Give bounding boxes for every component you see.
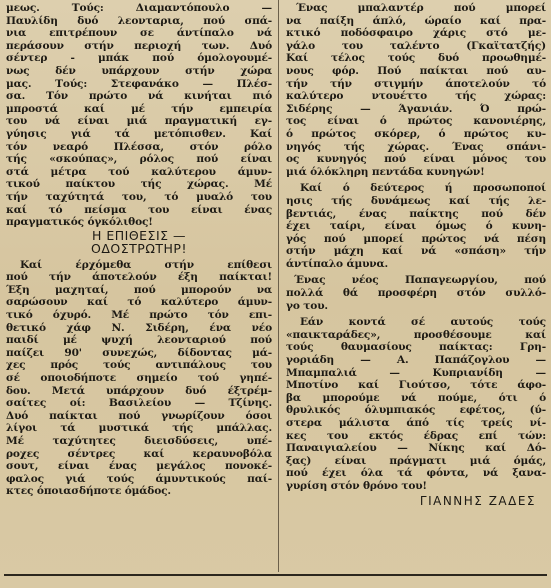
text-line: βα μπορούμε νά πούμε, ότι ό [286, 391, 546, 404]
text-line: νως δέν υπάρχουν στήν χώρα [6, 64, 272, 77]
text-line: κτες όποιασδήποτε όμάδος. [6, 485, 171, 498]
paragraph-striker [286, 182, 546, 270]
left-column [6, 2, 272, 498]
bottom-rule [4, 574, 547, 576]
column-divider [278, 0, 279, 572]
text-line: γυρίση στόν θρόνο του! [286, 479, 427, 492]
author-signature: ΓΙΑΝΝΗΣ ΖΑΔΕΣ [419, 493, 536, 508]
text-line: τόν νεαρό Πλέσσα, στόν ρόλο [6, 140, 272, 153]
right-column [286, 2, 546, 507]
text-line: να παίξη άπλό, ώραίο καί πρα- [286, 14, 546, 27]
text-line: τήν τήν στιγμήν άποτελούν τό [286, 77, 546, 90]
text-line: γάλο του ταλέντο (Γκαϊτατζής) [286, 39, 546, 52]
text-line: Μποτίνο καί Γιούτσο, τότε άφο- [286, 379, 546, 392]
text-line: γο του. [286, 299, 328, 312]
text-line: τούς θαυμασίους παίκτας: Γρη- [286, 341, 546, 354]
text-line: θετικό χάφ Ν. Σιδέρη, ένα νέο [6, 321, 272, 334]
text-line: θρυλικός όλυμπιακός εφέτος, (ύ- [286, 404, 546, 417]
text-line: γοριάδη — Α. Παπάζογλου — [286, 354, 546, 367]
paragraph-young-player [286, 274, 546, 312]
text-line: του νά είναι μιά πραγματική εγ- [6, 115, 272, 128]
text-line: πραγματικός όγκόλιθος! [6, 216, 153, 229]
text-line: ξας) είναι πράγματι μιά όμάς, [286, 454, 546, 467]
text-line: σαίτες οί: Βασιλείου — Τζίνης. [6, 397, 272, 410]
text-line: άντίπαλο άμυνα. [286, 257, 389, 270]
text-line: σαρώσουν καί τό καλύτερο άμυν- [6, 296, 272, 309]
text-line: Σιδέρης — Άγανιάν. Ό πρώ- [286, 102, 546, 115]
text-line: Καί έρχόμεθα στήν επίθεσι [20, 258, 272, 271]
text-line: πολλά θά προσφέρη στόν συλλό- [286, 287, 546, 300]
text-line: ό πρώτος σκόρερ, ό πρώτος κυ- [286, 127, 546, 140]
text-line: τος είναι ό πρώτος κανονιέρης, [286, 115, 546, 128]
paragraph-midfield [286, 2, 546, 178]
section-heading [6, 229, 272, 255]
text-line: στήν μάχη καί νά «σπάση» τήν [286, 245, 546, 258]
text-line: Καί ό δεύτερος ή προσωποποί [300, 182, 546, 195]
text-line: παιδί μέ ψυχή λεονταριού πού [6, 334, 272, 347]
text-line: παίζει 90' συνεχώς, δίδοντας μά- [6, 346, 272, 359]
text-line: σέ οποιοδήποτε σημείο τού γηπέ- [6, 372, 272, 385]
text-line: γύησις γιά τά μετόπισθεν. Καί [6, 127, 272, 140]
text-line: χες πρός τούς αντιπάλους του [6, 359, 272, 372]
text-line: σέντερ - μπάκ πού όμολογουμέ- [6, 52, 272, 65]
text-line: «παικταράδες», προσθέσουμε καί [286, 328, 546, 341]
text-line: Καί τέλος τούς δυό προωθημέ- [286, 52, 546, 65]
text-line: Παυλίδη δυό λεονταρια, πού σπά- [6, 14, 272, 27]
text-line: δου. Μετά υπάρχουν δυό έξτρέμ- [6, 384, 272, 397]
text-line: φαλος γιά τούς άμυντικούς παί- [6, 472, 272, 485]
text-line: πού τήν άποτελούν έξη παίκται! [6, 271, 272, 284]
text-line: καλύτερο ντουέττο τής χώρας: [286, 90, 546, 103]
text-line: τήν ταχύτητά του, τό μυαλό του [6, 190, 272, 203]
text-line: Έξη μαχηταί, πού μπορούν να [6, 283, 272, 296]
text-line: ροχες σέντρες καί κεραυνοβόλα [6, 447, 272, 460]
text-line: λίγοι τά μυστικά τής μπάλλας. [6, 422, 272, 435]
text-line: Δυό παίκται πού γνωρίζουν όσοι [6, 409, 272, 422]
text-line: τικό όχυρό. Μέ πρώτο τόν επι- [6, 309, 272, 322]
text-line: Μέ ταχύτητες διεισδύσεις, υπέ- [6, 435, 272, 447]
text-line: ησις τής δυνάμεως καί τής λε- [286, 194, 546, 207]
text-line: γός πού μπορεί πρώτος νά πέση [286, 232, 546, 245]
text-line: περάσουν στήν περιοχή των. Δυό [6, 39, 272, 52]
text-line: στά μέτρα τού καλύτερου άμυν- [6, 165, 272, 178]
heading-line: ΟΔΟΣΤΡΩΤΗΡ! [91, 240, 187, 256]
text-line: μας. Τούς: Στεφανάκο — Πλέσ- [6, 77, 272, 90]
text-line: Ένας μπαλαντέρ πού μπορεί [296, 2, 546, 14]
text-line: τής «σκούπας», ρόλος πού είναι [6, 153, 272, 166]
paragraph-conclusion [286, 316, 546, 492]
paragraph-attack [6, 259, 272, 498]
heading-line: Η ΕΠΙΘΕΣΙΣ — [91, 227, 187, 243]
text-line: νηγός τής χώρας. Ένας σπάνι- [286, 140, 546, 153]
text-line: έχει ταίρι, είναι όμως ό κυνη- [286, 220, 546, 233]
text-line: μιά όλόκληρη πεντάδα κυνηγών! [286, 165, 485, 178]
text-line: νους φόρ. Πού παίκται πού αυ- [286, 64, 546, 77]
text-line: καί τό πείσμα του είναι ένας [6, 203, 272, 216]
text-line: πού έχει όλα τά φόντα, νά ξανα- [286, 467, 546, 480]
text-line: ος κυνηγός πού είναι μόνος του [286, 153, 546, 166]
text-line: μπροστά καί μέ τήν εμπειρία [6, 102, 272, 115]
text-line: κες του εκτός έδρας επί τών: [286, 429, 546, 442]
text-line: στερα μάλιστα άπό τίς τρείς νί- [286, 417, 546, 429]
text-line: τικού παίκτου τής χώρας. Μέ [6, 178, 272, 191]
text-line: Παναιγιαλείου — Νίκης καί Δό- [286, 442, 546, 455]
text-line: σουτ, είναι ένας μεγάλος πονοκέ- [6, 460, 272, 473]
text-line: βεντιάς, ένας παίκτης πού δέν [286, 207, 546, 220]
text-line: κτικό ποδόσφαιρο χάρις στό με- [286, 27, 546, 40]
text-line: νια επιτρέπουν σε άντίπαλο νά [6, 27, 272, 40]
text-line: σα. Τόν πρώτο νά κινήται πιό [6, 90, 272, 103]
text-line: μεως. Τούς: Διαμαντόπουλο — [6, 2, 272, 14]
paragraph-defenders [6, 2, 272, 229]
text-line: Εάν κοντά σέ αυτούς τούς [300, 316, 546, 329]
text-line: Μπαμπαλιά — Κυπριανίδη — [286, 366, 546, 379]
text-line: Ένας νέος Παπαγεωργίου, πού [294, 274, 546, 287]
